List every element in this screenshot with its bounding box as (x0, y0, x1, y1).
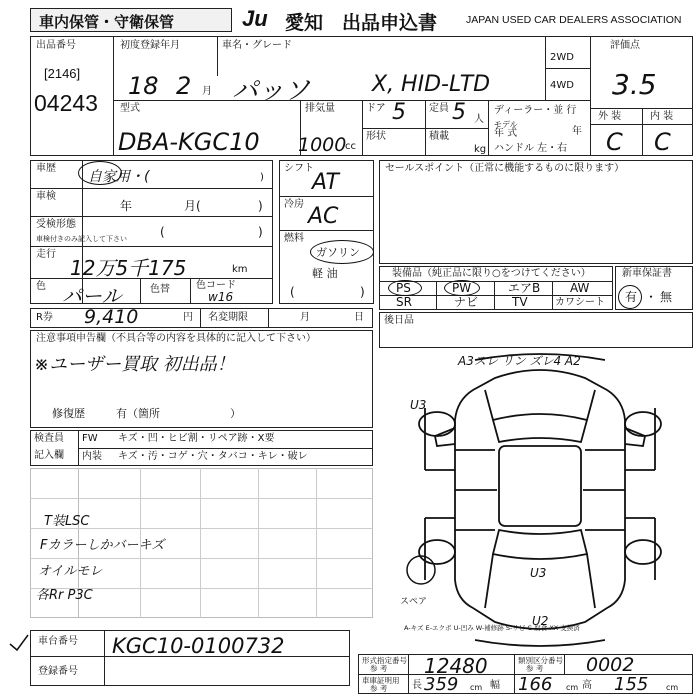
gasoline-circle (310, 240, 374, 264)
warranty-no: 無 (660, 290, 673, 304)
fuel-diesel: 軽 油 (312, 267, 338, 280)
capacity-unit: 人 (474, 114, 484, 125)
recycle-row (30, 308, 373, 328)
car-grade: X, HID-LTD (372, 72, 491, 97)
car-name-label: 車名・グレード (222, 40, 292, 51)
shift-label: シフト (284, 163, 314, 174)
car-damage-diagram (385, 350, 695, 650)
repair-value: 有（箇所 (116, 407, 160, 420)
rear-window (493, 530, 587, 559)
mileage-label: 走行 (36, 249, 56, 260)
equip-sr: SR (396, 295, 412, 309)
registration-month-unit: 月 (202, 86, 212, 97)
storage-label-box (30, 8, 232, 32)
warranty-label: 新車保証書 (622, 268, 672, 279)
mileage-unit: km (232, 264, 248, 275)
aircon-value: AC (308, 204, 339, 229)
shape-label: 形状 (366, 131, 386, 142)
equip-aw: AW (570, 281, 590, 295)
history-label: 車歴 (36, 163, 56, 174)
load-unit: kg (474, 144, 487, 155)
rear-bumper (475, 640, 605, 646)
storage-label: 車内保管・守衛保管 (39, 14, 175, 31)
inspection-close: ) (258, 199, 263, 213)
acceptance-paren-close: ) (258, 225, 263, 239)
pw-circle (444, 280, 480, 296)
acceptance-note: 車検付きのみ記入して下さい (36, 235, 127, 243)
notes-handwritten: ※ユーザー買取 初出品！ (34, 354, 235, 375)
damage-legend: A-キズ E-エクボ U-凹み W-補修跡 S-サビ C-腐食 XX-交換済 (404, 624, 580, 632)
equip-tv: TV (512, 295, 528, 309)
inspector-note-3: オイルモレ (38, 564, 103, 579)
warranty-yes: 有 (625, 290, 638, 304)
fuel-paren-close: ) (360, 285, 365, 299)
displacement-unit: cc (345, 141, 356, 152)
shift-value: AT (312, 170, 339, 195)
check-mark-icon (8, 632, 30, 654)
form-title: 出品申込書 (342, 13, 438, 34)
color-code-label: 色コード (196, 280, 236, 291)
color-label: 色 (36, 281, 46, 292)
exterior-grade: C (606, 128, 623, 156)
evaluation-score: 3.5 (612, 68, 657, 101)
ju-logo: Ju (242, 6, 268, 31)
displacement-value: 1000 (298, 134, 347, 156)
dealer-line: ディーラー・並 行 (494, 105, 577, 116)
association-name: JAPAN USED CAR DEALERS ASSOCIATION (466, 14, 682, 26)
load-label: 積載 (429, 131, 449, 142)
first-registration-label: 初度登録年月 (120, 40, 180, 51)
type-value: 12480 (424, 654, 488, 678)
registration-number-label: 登録番号 (38, 666, 78, 677)
diagram-note-bottom-center: U3 (530, 566, 547, 580)
sales-point-label: セールスポイント（正常に機能するものに限ります） (385, 163, 625, 174)
recycle-label: R券 (36, 312, 53, 323)
color-swap-label: 色替 (150, 284, 170, 295)
height-unit: cm (666, 683, 679, 692)
private-use-circle (78, 161, 122, 185)
displacement-label: 排気量 (305, 103, 335, 114)
model-year-small: モデル (494, 120, 518, 129)
name-change-label: 名変期限 (208, 312, 248, 323)
class-value: 0002 (586, 654, 635, 676)
height-label: 高 (582, 680, 592, 691)
repair-close: ） (230, 407, 241, 420)
chassis-label: 車台番号 (38, 636, 78, 647)
equip-navi: ナビ (454, 295, 479, 309)
repair-label: 修復歴 (52, 407, 85, 420)
length-label: 長 (412, 680, 422, 691)
inspection-month: 月( (184, 199, 201, 213)
model-year-unit: 年 (572, 126, 582, 137)
recycle-unit: 円 (183, 312, 193, 323)
history-value: 自家用・( (88, 169, 150, 185)
recycle-value: 9,410 (84, 306, 139, 328)
inspection-label: 車検 (36, 191, 56, 202)
drive-4wd: 4WD (550, 80, 574, 91)
notes-label: 注意事項申告欄（不具合等の内容を具体的に記入して下さい） (36, 333, 316, 344)
evaluation-label: 評価点 (610, 40, 640, 51)
rear-box (379, 312, 693, 348)
color-value: パール (62, 284, 122, 308)
type-label-2: 参 考 (370, 664, 388, 673)
car-name: パッソ (232, 76, 311, 106)
color-code: w16 (208, 290, 234, 304)
lot-number: 04243 (34, 90, 98, 116)
length-value: 359 (424, 674, 459, 695)
diagram-note-bottom: U2 (532, 614, 549, 628)
capacity-value: 5 (452, 100, 466, 125)
warranty-yes-circle (618, 285, 642, 309)
diagram-note-left: U3 (410, 398, 427, 412)
model-value: DBA-KGC10 (118, 128, 260, 156)
body-outline (455, 370, 625, 629)
model-label: 型式 (120, 103, 140, 114)
class-label-2: 参 考 (526, 664, 544, 673)
width-label: 幅 (490, 680, 500, 691)
acceptance-paren-open: ( (160, 225, 165, 239)
exterior-grade-label: 外 装 (598, 111, 622, 122)
fuel-paren-open: ( (290, 285, 295, 299)
model-year-label: 年 式 (494, 128, 518, 139)
registration-month: 2 (176, 72, 192, 100)
inspector-row2: キズ・汚・コゲ・穴・タバコ・キレ・破レ (118, 451, 308, 462)
interior-grade-label: 内 装 (650, 111, 674, 122)
type-label-1: 形式指定番号 (362, 656, 407, 665)
capacity-label: 定員 (429, 103, 449, 114)
inspector-fw: FW (82, 433, 98, 444)
inspection-year: 年 (120, 199, 133, 213)
spare-label: スペア (400, 597, 428, 607)
lot-label: 出品番号 (36, 40, 76, 51)
interior-grade: C (654, 128, 671, 156)
inspector-label-2: 記入欄 (34, 450, 64, 461)
roof (499, 446, 581, 526)
fuel-label: 燃料 (284, 233, 304, 244)
inspector-interior: 内装 (82, 451, 102, 462)
inspector-note-2: Fカラーしかバーキズ (40, 538, 165, 553)
equip-airbag: エアB (508, 281, 541, 295)
inspector-row1: キズ・凹・ヒビ割・リペア跡・X要 (118, 433, 275, 444)
sales-point-box (379, 160, 693, 264)
inspector-note-1: T装LSC (44, 514, 90, 529)
class-label-1: 類別区分番号 (518, 656, 563, 665)
windshield (493, 414, 587, 442)
name-change-month: 月 (300, 312, 310, 323)
handle-label: ハンドル 左・右 (494, 143, 568, 154)
diagram-note-top: A3スレ リン ズレ4 A2 (458, 354, 581, 368)
mileage-value: 12万5千175 (70, 256, 187, 280)
inspector-label-1: 検査員 (34, 433, 64, 444)
doors-label: ドア (366, 103, 386, 114)
acceptance-label: 受検形態 (36, 219, 76, 230)
fuel-gasoline: ガソリン (316, 246, 360, 259)
equip-pw: PW (452, 281, 472, 295)
spare-wheel-icon (407, 556, 435, 584)
aircon-label: 冷房 (284, 199, 304, 210)
warranty-sep: ・ (645, 290, 658, 304)
cert-label-1: 車庫証明用 (362, 676, 400, 685)
lot-code: [2146] (44, 66, 81, 81)
equip-ps: PS (396, 281, 411, 295)
org-name: 愛知 (285, 13, 324, 34)
length-unit: cm (470, 683, 483, 692)
cert-label-2: 参 考 (370, 684, 388, 693)
rear-label: 後日品 (384, 315, 414, 326)
history-close: ) (260, 172, 264, 183)
chassis-number: KGC10-0100732 (112, 634, 285, 658)
doors-value: 5 (392, 100, 406, 125)
ps-circle (388, 280, 422, 296)
drive-2wd: 2WD (550, 52, 574, 63)
width-value: 166 (518, 674, 553, 695)
height-value: 155 (614, 674, 649, 695)
equip-leather-seat: カワシート (555, 297, 605, 308)
inspector-note-4: 各Rr P3C (36, 588, 93, 603)
equipment-label: 装備品（純正品に限り○をつけてください） (392, 268, 591, 279)
registration-year: 18 (128, 72, 159, 100)
name-change-day: 日 (354, 312, 364, 323)
width-unit: cm (566, 683, 579, 692)
